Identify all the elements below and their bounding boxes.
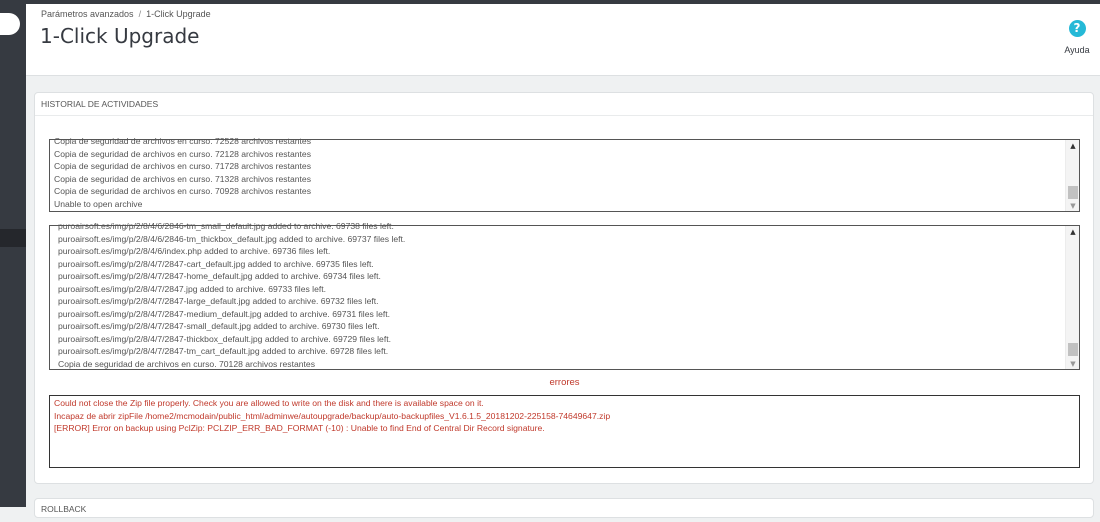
errors-title: errores [549,377,580,388]
error-line: [ERROR] Error on backup using PclZip: PCLZIP_ERR_BAD_FORMAT (-10) : Unable to find End of Central Dir Record signature. [54,423,545,433]
log-line: puroairsoft.es/img/p/2/8/4/7/2847-home_default.jpg added to archive. 69734 files left. [58,271,381,281]
log-line: puroairsoft.es/img/p/2/8/4/6/2846-tm_thickbox_default.jpg added to archive. 69737 files left. [58,233,406,244]
page-title: 1-Click Upgrade [40,24,200,48]
log-line: Copia de seguridad de archivos en curso. 72528 archivos restantes [54,136,312,146]
page-header [26,4,1100,76]
breadcrumb [41,9,211,19]
activity-log-box[interactable] [49,136,1080,212]
log-line: puroairsoft.es/img/p/2/8/4/6/index.php added to archive. 69736 files left. [58,246,331,256]
error-lines [54,397,1075,435]
breadcrumb-item-advanced[interactable]: Parámetros avanzados [41,9,134,19]
error-line: Incapaz de abrir zipFile /home2/mcmodain/public_html/adminwe/autoupgrade/backup/auto-backupfiles_V1.6.1.5_20181202-225158-74649647.zip [54,410,611,421]
log-line: Copia de seguridad de archivos en curso. 70128 archivos restantes [58,358,316,369]
log-line: puroairsoft.es/img/p/2/8/4/7/2847-tm_cart_default.jpg added to archive. 69728 files left. [58,346,389,356]
activity-log-lines [54,135,1063,210]
scroll-down-arrow-icon[interactable]: ▼ [1070,360,1076,368]
log-line: Copia de seguridad de archivos en curso. 70928 archivos restantes [54,186,312,196]
log-line: puroairsoft.es/img/p/2/8/4/7/2847.jpg added to archive. 69733 files left. [58,283,327,294]
rollback-panel [34,498,1094,518]
scroll-thumb[interactable] [1068,343,1078,356]
log-line: Copia de seguridad de archivos en curso. 71728 archivos restantes [54,161,312,171]
log-line: Copia de seguridad de archivos en curso. 71328 archivos restantes [54,173,312,184]
breadcrumb-separator: / [138,9,142,19]
sidebar-toggle[interactable] [0,13,20,35]
detail-log-lines [58,220,1063,370]
log-line: puroairsoft.es/img/p/2/8/4/7/2847-large_default.jpg added to archive. 69732 files left. [58,296,379,306]
help-button[interactable] [1060,20,1094,55]
log-line: puroairsoft.es/img/p/2/8/4/6/2846-tm_small_default.jpg added to archive. 69738 files left. [58,221,394,231]
log-line: puroairsoft.es/img/p/2/8/4/7/2847-cart_default.jpg added to archive. 69735 files left. [58,258,374,269]
activity-panel [34,92,1094,484]
help-label: Ayuda [1064,45,1090,55]
scroll-up-arrow-icon[interactable]: ▲ [1070,228,1076,236]
activity-panel-heading: HISTORIAL DE ACTIVIDADES [35,93,1093,116]
log-line: puroairsoft.es/img/p/2/8/4/7/2847-medium_default.jpg added to archive. 69731 files left. [58,308,391,319]
scroll-up-arrow-icon[interactable]: ▲ [1070,142,1076,150]
question-circle-icon: ? [1069,20,1086,37]
scroll-down-arrow-icon[interactable]: ▼ [1070,202,1076,210]
log-line: puroairsoft.es/img/p/2/8/4/7/2847-small_default.jpg added to archive. 69730 files left. [58,321,380,331]
log-line: puroairsoft.es/img/p/2/8/4/7/2847-thickbox_default.jpg added to archive. 69729 files left. [58,333,391,344]
sidebar [0,0,26,507]
detail-log-box[interactable] [49,221,1080,370]
log-line: Copia de seguridad de archivos en curso. 72128 archivos restantes [54,148,312,159]
scrollbar[interactable] [1065,140,1079,211]
rollback-panel-heading: ROLLBACK [41,504,87,514]
sidebar-item-active[interactable] [0,229,26,247]
log-line: Unable to open archive [54,198,143,209]
error-line: Could not close the Zip file properly. Check you are allowed to write on the disk and there is available space on it. [54,398,484,408]
breadcrumb-item-current: 1-Click Upgrade [146,9,211,19]
errors-box[interactable] [49,395,1080,468]
scroll-thumb[interactable] [1068,186,1078,199]
scrollbar[interactable] [1065,226,1079,369]
